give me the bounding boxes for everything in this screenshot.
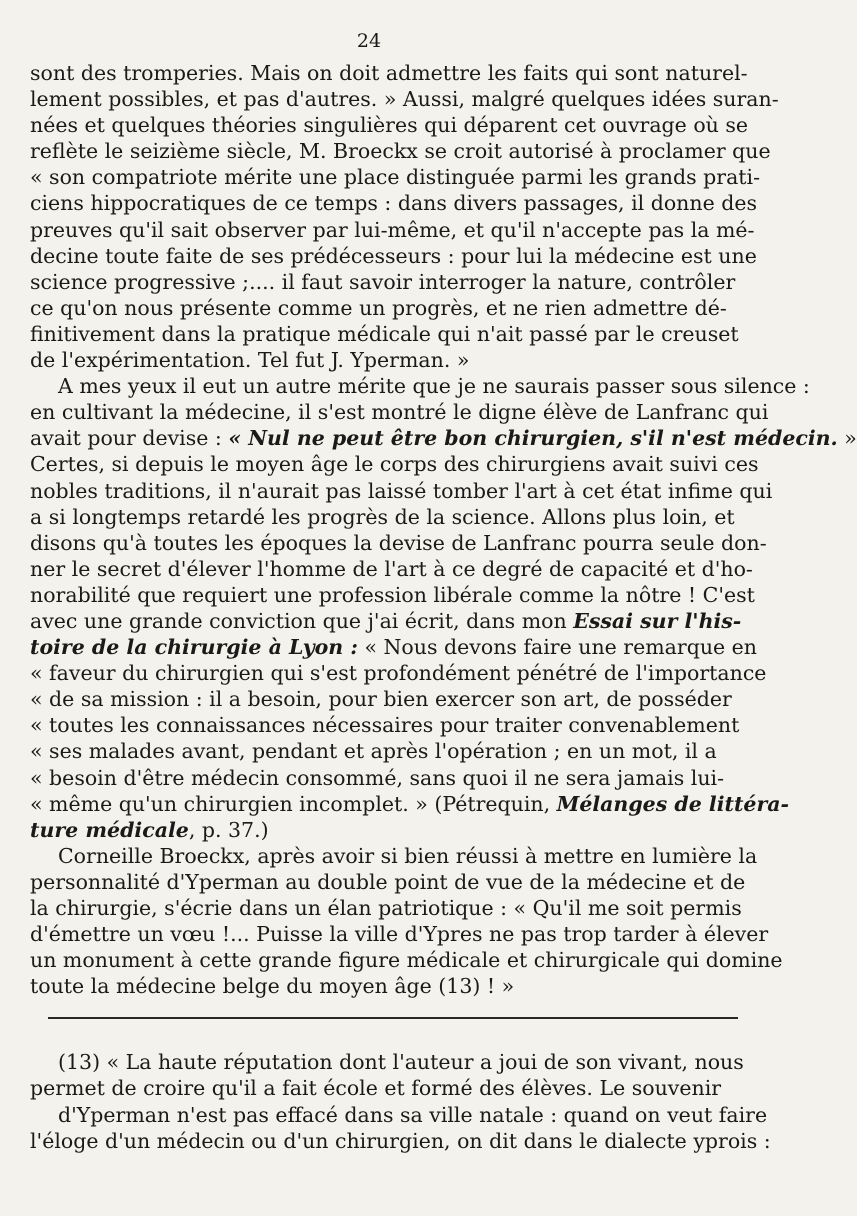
body-line: « besoin d'être médecin consommé, sans quoi il ne sera jamais lui- — [30, 765, 725, 790]
body-line: lement possibles, et pas d'autres. » Aussi, malgré quelques idées suran- — [30, 87, 779, 112]
italic-text: toire de la chirurgie à Lyon : — [30, 635, 358, 660]
page-number: 24 — [356, 30, 382, 52]
text-span: « même qu'un chirurgien incomplet. » (Pétrequin, — [30, 791, 557, 816]
body-line: personnalité d'Yperman au double point de vue de la médecine et de — [30, 869, 746, 894]
body-line: disons qu'à toutes les époques la devise de Lanfranc pourra seule don- — [30, 530, 767, 555]
text-span: avec une grande conviction que j'ai écrit, dans mon — [30, 608, 574, 633]
body-line: finitivement dans la pratique médicale qui n'ait passé par le creuset — [30, 321, 739, 346]
body-line: toute la médecine belge du moyen âge (13) ! » — [30, 974, 515, 999]
body-line: ner le secret d'élever l'homme de l'art à ce degré de capacité et d'ho- — [30, 556, 753, 581]
body-line: Corneille Broeckx, après avoir si bien réussi à mettre en lumière la — [58, 843, 758, 868]
footnote-separator-wrap — [30, 999, 708, 1049]
body-line — [30, 791, 790, 817]
footnote — [30, 1049, 771, 1153]
footnote-line: permet de croire qu'il a fait école et formé des élèves. Le souvenir — [30, 1076, 722, 1101]
text-span: » — [837, 426, 857, 451]
body-line: « faveur du chirurgien qui s'est profondément pénétré de l'importance — [30, 661, 767, 686]
body-line: sont des tromperies. Mais on doit admettre les faits qui sont naturel- — [30, 61, 748, 85]
body-line — [30, 634, 758, 660]
body-line: norabilité que requiert une profession libérale comme la nôtre ! C'est — [30, 582, 755, 607]
footnote-line: d'Yperman n'est pas effacé dans sa ville natale : quand on veut faire — [58, 1102, 768, 1127]
italic-text: Mélanges de littéra- — [556, 791, 790, 816]
body-line: « toutes les connaissances nécessaires pour traiter convenablement — [30, 713, 740, 738]
footnote-line: (13) « La haute réputation dont l'auteur a joui de son vivant, nous — [58, 1050, 744, 1075]
body-line — [30, 608, 742, 634]
body-line: A mes yeux il eut un autre mérite que je ne saurais passer sous silence : — [58, 374, 810, 399]
body-line: de l'expérimentation. Tel fut J. Yperman. » — [30, 348, 470, 373]
body-line — [30, 425, 857, 451]
italic-text: « Nul ne peut être bon chirurgien, s'il n'est médecin. — [228, 426, 838, 451]
body-line: nées et quelques théories singulières qui déparent cet ouvrage où se — [30, 113, 749, 138]
body-line: la chirurgie, s'écrie dans un élan patriotique : « Qu'il me soit permis — [30, 896, 742, 920]
body-line: nobles traditions, il n'aurait pas laissé tomber l'art à cet état infime qui — [30, 478, 773, 503]
body-line — [30, 817, 708, 843]
body-line: a si longtemps retardé les progrès de la science. Allons plus loin, et — [30, 504, 735, 529]
body-line: ce qu'on nous présente comme un progrès, et ne rien admettre dé- — [30, 295, 727, 320]
body-line: « ses malades avant, pendant et après l'opération ; en un mot, il a — [30, 739, 717, 764]
body-line: reflète le seizième siècle, M. Broeckx se croit autorisé à proclamer que — [30, 139, 771, 164]
body-line: science progressive ;.... il faut savoir interroger la nature, contrôler — [30, 269, 736, 294]
footnote-line: l'éloge d'un médecin ou d'un chirurgien, on dit dans le dialecte yprois : — [30, 1128, 771, 1153]
body-line: d'émettre un vœu !... Puisse la ville d'Ypres ne pas trop tarder à élever — [30, 922, 769, 947]
body-line: preuves qu'il sait observer par lui-même, et qu'il n'accepte pas la mé- — [30, 217, 755, 242]
text-span: avait pour devise : — [30, 426, 229, 451]
body-line: ciens hippocratiques de ce temps : dans divers passages, il donne des — [30, 191, 757, 216]
italic-text: Essai sur l'his- — [573, 608, 742, 633]
text-span: , p. 37.) — [188, 817, 269, 842]
body-line: un monument à cette grande figure médicale et chirurgicale qui domine — [30, 948, 783, 973]
body-text — [30, 60, 857, 999]
body-line: « de sa mission : il a besoin, pour bien exercer son art, de posséder — [30, 687, 732, 712]
body-line: Certes, si depuis le moyen âge le corps des chirurgiens avait suivi ces — [30, 452, 759, 477]
footnote-separator — [48, 1017, 738, 1019]
body-line: « son compatriote mérite une place distinguée parmi les grands prati- — [30, 165, 761, 190]
text-span: « Nous devons faire une remarque en — [357, 635, 758, 660]
italic-text: ture médicale — [30, 817, 189, 842]
body-line: decine toute faite de ses prédécesseurs : pour lui la médecine est une — [30, 243, 757, 268]
body-line: en cultivant la médecine, il s'est montré le digne élève de Lanfranc qui — [30, 400, 769, 425]
